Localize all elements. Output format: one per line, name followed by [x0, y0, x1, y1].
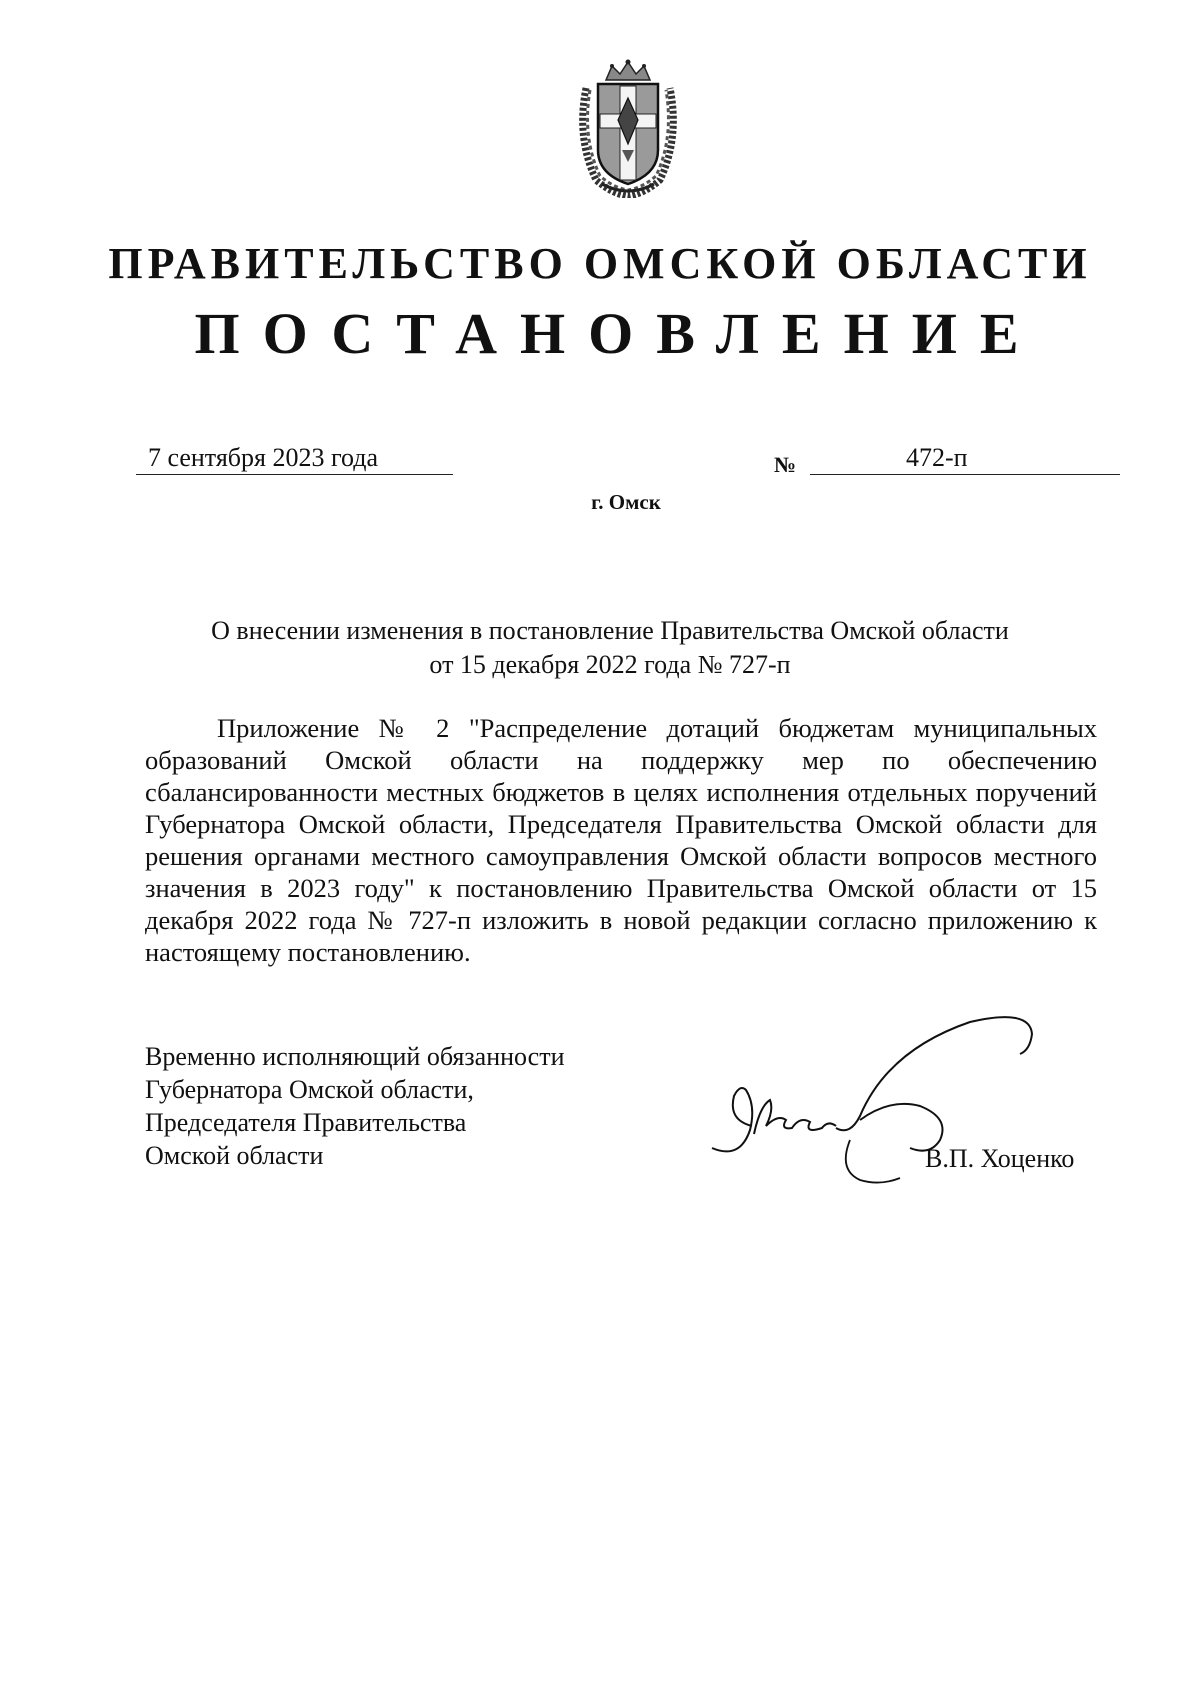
signer-position-line: Омской области: [145, 1141, 324, 1170]
document-subject: [150, 614, 1070, 682]
subject-line: О внесении изменения в постановление Правительства Омской области: [211, 616, 1009, 645]
signer-position-line: Председателя Правительства: [145, 1108, 467, 1137]
number-sign: №: [774, 452, 797, 477]
document-city: г. Омск: [591, 490, 661, 514]
document-date: 7 сентября 2023 года: [136, 442, 453, 475]
government-title: ПРАВИТЕЛЬСТВО ОМСКОЙ ОБЛАСТИ: [108, 239, 1092, 288]
body-paragraph: Приложение № 2 "Распределение дотаций бюджетам муниципальных образований Омской области на поддержку мер по обеспечению сбалансированности местных бюджетов в целях исполнения отдельных поручений Губернатора Омской области, Председателя Правительства Омской области для решения органами местного самоуправления Омской области вопросов местного значения в 2023 году" к постановлению Правительства Омской области от 15 декабря 2022 года № 727-п изложить в новой редакции согласно приложению к настоящему постановлению.: [145, 713, 1097, 967]
signer-position-line: Губернатора Омской области,: [145, 1075, 474, 1104]
document-type-title: ПОСТАНОВЛЕНИЕ: [194, 301, 1042, 366]
coat-of-arms-icon: [572, 58, 684, 198]
signer-position: [145, 1040, 665, 1172]
signer-name: В.П. Хоценко: [925, 1144, 1075, 1173]
subject-line: от 15 декабря 2022 года № 727-п: [429, 650, 791, 679]
document-number: 472-п: [810, 442, 1120, 475]
signer-position-line: Временно исполняющий обязанности: [145, 1042, 565, 1071]
